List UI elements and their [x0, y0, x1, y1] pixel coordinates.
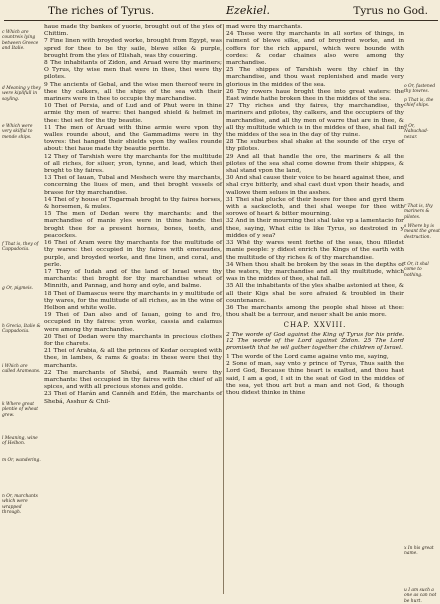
margin-note: x In his great name. — [404, 546, 434, 557]
column-rule — [223, 24, 224, 594]
verse-text: 36 The marchants among the people shal hisse at thee: thou shalt be a terrour, and neuer shalt be anie more. — [226, 304, 404, 319]
margin-note: p That is, the chief ships. — [404, 98, 434, 109]
verse-text: 19 Thei of Dan also and of Iauan, going to and fro, occupied in thy faires: yron worke, cassia and calamus were among thy marchandise. — [44, 312, 222, 333]
margin-note: c Which are countreis lying between Greece and Italie. — [2, 30, 39, 52]
verse-text: 13 Thei of Iauan, Tubal and Meshech were thy marchants, concerning the liues of men, and thei broght vessels of brasse for thy marchandise. — [44, 175, 222, 196]
verse-text: 7 Fine linen with broyded worke, brought from Egypt, was spred for thee to be thy saile, blewe silke & purple, brought from the yles of Elishah, was thy couering. — [44, 38, 222, 59]
verse-text: 22 The marchants of Shebá, and Raamáh were thy marchants: thei occupied in thy faires with the chief of all spices, and with all precious stones and golde. — [44, 369, 222, 391]
margin-note: k Where great plentie of wheat grew. — [2, 402, 39, 418]
verse-text: 34 When thou shalt be broken by the seas in the depths of the waters, thy marchandise and all thy multitude, which was in the middes of thee, shal fall. — [226, 261, 404, 283]
verse-text: 35 All the inhabitants of the yles shalbe astonied at thee, & all their Kigs shal be sore afraied & troubled in their countenance. — [226, 283, 404, 304]
verse-text: 20 Thei of Dedan were thy marchants in precious clothes for the charets. — [44, 333, 222, 347]
margin-note: t Or, it shal come to nothing. — [404, 262, 429, 278]
right-text-column — [226, 24, 404, 598]
verse-text: 8 The inhabitants of Zidon, and Aruad were thy mariners; O Tyrus, thy wise men that were in thee, thei were thy pilotes. — [44, 60, 222, 81]
verse-text: 28 The suburbes shal shake at the sounde of the crye of thy pilotes. — [226, 139, 404, 153]
verse-text: 1 The worde of the Lord came againe vnto me, saying, — [226, 353, 389, 360]
margin-note: l Meaning, wine of Helbon. — [2, 436, 38, 447]
margin-note: n Or, marchants which were wrapped through. — [2, 494, 38, 516]
verse-text: 27 Thy riches and thy faires, thy marchandise, thy mariners and pilotes, thy calkers, and the occupiers of thy marchandise, and all thy men of warre that are in thee, & all thy multitude which is in the middes of thee, shal fall in the middes of the sea in the day of thy ruine. — [226, 103, 404, 139]
verse-text: 29 And all that handle the ore, the mariners & all the pilotes of the sea shal come downe from their shippes, & shal stand vpon the land, — [226, 153, 404, 175]
verse-text: 2 Sone of man, say vnto y prince of Tyrus, Thus saith the Lord God, Because thine heart is exalted, and thou hast said, I am a god, I sit in the seat of God in the middes of the sea, yet thou art but a man and not God, & though thou didest thinke in thine — [226, 361, 404, 396]
verse-text: 24 These were thy marchants in all sortes of things, in raiment of blewe silke, and of broydred worke, and in coffers for the rich apparel, which were bounde with cordes: & cedar chaines also were among thy marchandise. — [226, 31, 404, 67]
verse-text: 21 Thei of Arabia, & all the princes of Kedar occupied with thee, in lambes, & rams & goats: in these were thei thy marchants. — [44, 348, 222, 369]
header-rule — [4, 20, 438, 21]
running-head-left: The riches of Tyrus. — [48, 5, 155, 17]
verse-text: 9 The ancients of Gebal, and the wise men thereof were in thee thy calkers, all the ships of the sea with their mariners were in thee to occupie thy marchandise. — [44, 81, 222, 103]
chapter-summary: 2 The worde of God against the King of Tyrus for his pride. 12 The worde of the Lord against Zidon. 25 The Lord promiseth that he wil gather together the children of Israel. — [226, 331, 404, 352]
verse-text: 31 Thei shal plucke of their heere for thee and gyrd them with a sackecloth, and thei shal weepe for thee with sorowe of heart & bitter mourning. — [226, 196, 404, 218]
margin-note: i Which are called Arameans. — [2, 364, 41, 375]
verse-text: mad were thy marchants. — [226, 24, 303, 30]
margin-note: f That is, they of Cappadocia. — [2, 242, 39, 253]
verse-text: 25 The shippes of Tarshish were thy chief in thy marchandise, and thou wast replenished and made very glorious in the middes of the sea. — [226, 67, 404, 88]
verse-text: 18 Thei of Damascus were thy marchants in y multitude of thy wares, for the multitude of all riches, as in the wine of Helbon and white wolle. — [44, 290, 222, 311]
verse-text: 15 The men of Dedan were thy marchants: and the marchandise of manie yles were in thine hands: thei broght thee for a present hornes, bones, teeth, and peacockes. — [44, 211, 222, 239]
verse-text: 10 Thei of Persia, and of Lud and of Phut were in thine armie thy men of warre: thei hanged shield & helmet in thee: thei set for the thy beautie. — [44, 103, 222, 124]
verse-text: 26 Thy rowers haue broght thee into great waters: the East winde hathe broken thee in the middes of the sea. — [226, 88, 404, 103]
margin-note: s Where by is meant the great destruction. — [404, 224, 440, 240]
margin-note: g Or, pigmeis. — [2, 286, 34, 291]
verse-text: 33 Whē thy wares went forthe of the seas, thou filledst manie people: y didest enrich the Kings of the earth with the multitude of thy riches & of thy marchandise. — [226, 240, 404, 261]
verse-text: 23 Thei of Harán and Cannéh and Edén, the marchants of Shebá, Asshur & Chil- — [44, 391, 222, 405]
chapter-heading: CHAP. XXVIII. — [283, 321, 347, 330]
margin-note: d Meaning y they were kiplifull in sayling. — [2, 86, 41, 102]
margin-note: h Grecia, Italie & Cappadocia. — [2, 324, 41, 335]
margin-note: u I am such a one as can not be hurt. — [404, 588, 437, 604]
right-margin-notes — [404, 24, 440, 604]
margin-note: q Or, Nabuchad-nezar. — [404, 124, 429, 140]
verse-text: 12 They of Tarshish were thy marchants for the multitude of all riches, for siluer, yron, tynne, and lead, which thei broght to thy faires. — [44, 153, 222, 175]
running-head-right: Tyrus no God. — [353, 5, 428, 17]
running-head-center: Ezekiel. — [226, 4, 271, 17]
margin-note: o Or, fastened thy towres. — [404, 84, 436, 95]
margin-note: m Or, wandering. — [2, 458, 41, 463]
left-text-column — [44, 24, 222, 598]
verse-text: 30 And shal cause their voice to be heard against thee, and shal crye bitterly, and shal cast dust vpon their heads, and wallowe them selues in the asshes. — [226, 175, 404, 196]
left-margin-notes — [2, 24, 42, 598]
margin-note: r That is, thy mariners & pilotes. — [404, 204, 433, 220]
running-head — [48, 2, 428, 20]
margin-note: e Which were very skilful to mende ships. — [2, 124, 33, 140]
verse-text: 14 Thei of y house of Togarmah broght to thy faires horses, & horsemen, & mules. — [44, 196, 222, 211]
verse-text: 17 They of Iudah and of the land of Israel were thy marchants: thei broght for thy marchandise wheat of Minnith, and Pannag, and hony and oyle, and balme. — [44, 268, 222, 290]
verse-text: 32 And in their mourning thei shal take vp a lamentacio for thee, saying, What citie is like Tyrus, so destroied in y middes of y sea? — [226, 218, 404, 239]
verse-text: 16 Thei of Aram were thy marchants for the multitude of thy wares: thei occupied in thy faires with emeraudes, purple, and broyded worke, and fine linen, and coral, and perle. — [44, 240, 222, 268]
verse-text: 11 The men of Aruad with thine armie were vpon thy walles rounde about, and the Gammadims were in thy towres: thei hanged their shields vpon thy walles rounde about: thei haue made thy beautie perfite. — [44, 124, 222, 153]
verse-text: haue made thy bankes of yuorie, brought out of the yles of Chittim. — [44, 24, 222, 38]
